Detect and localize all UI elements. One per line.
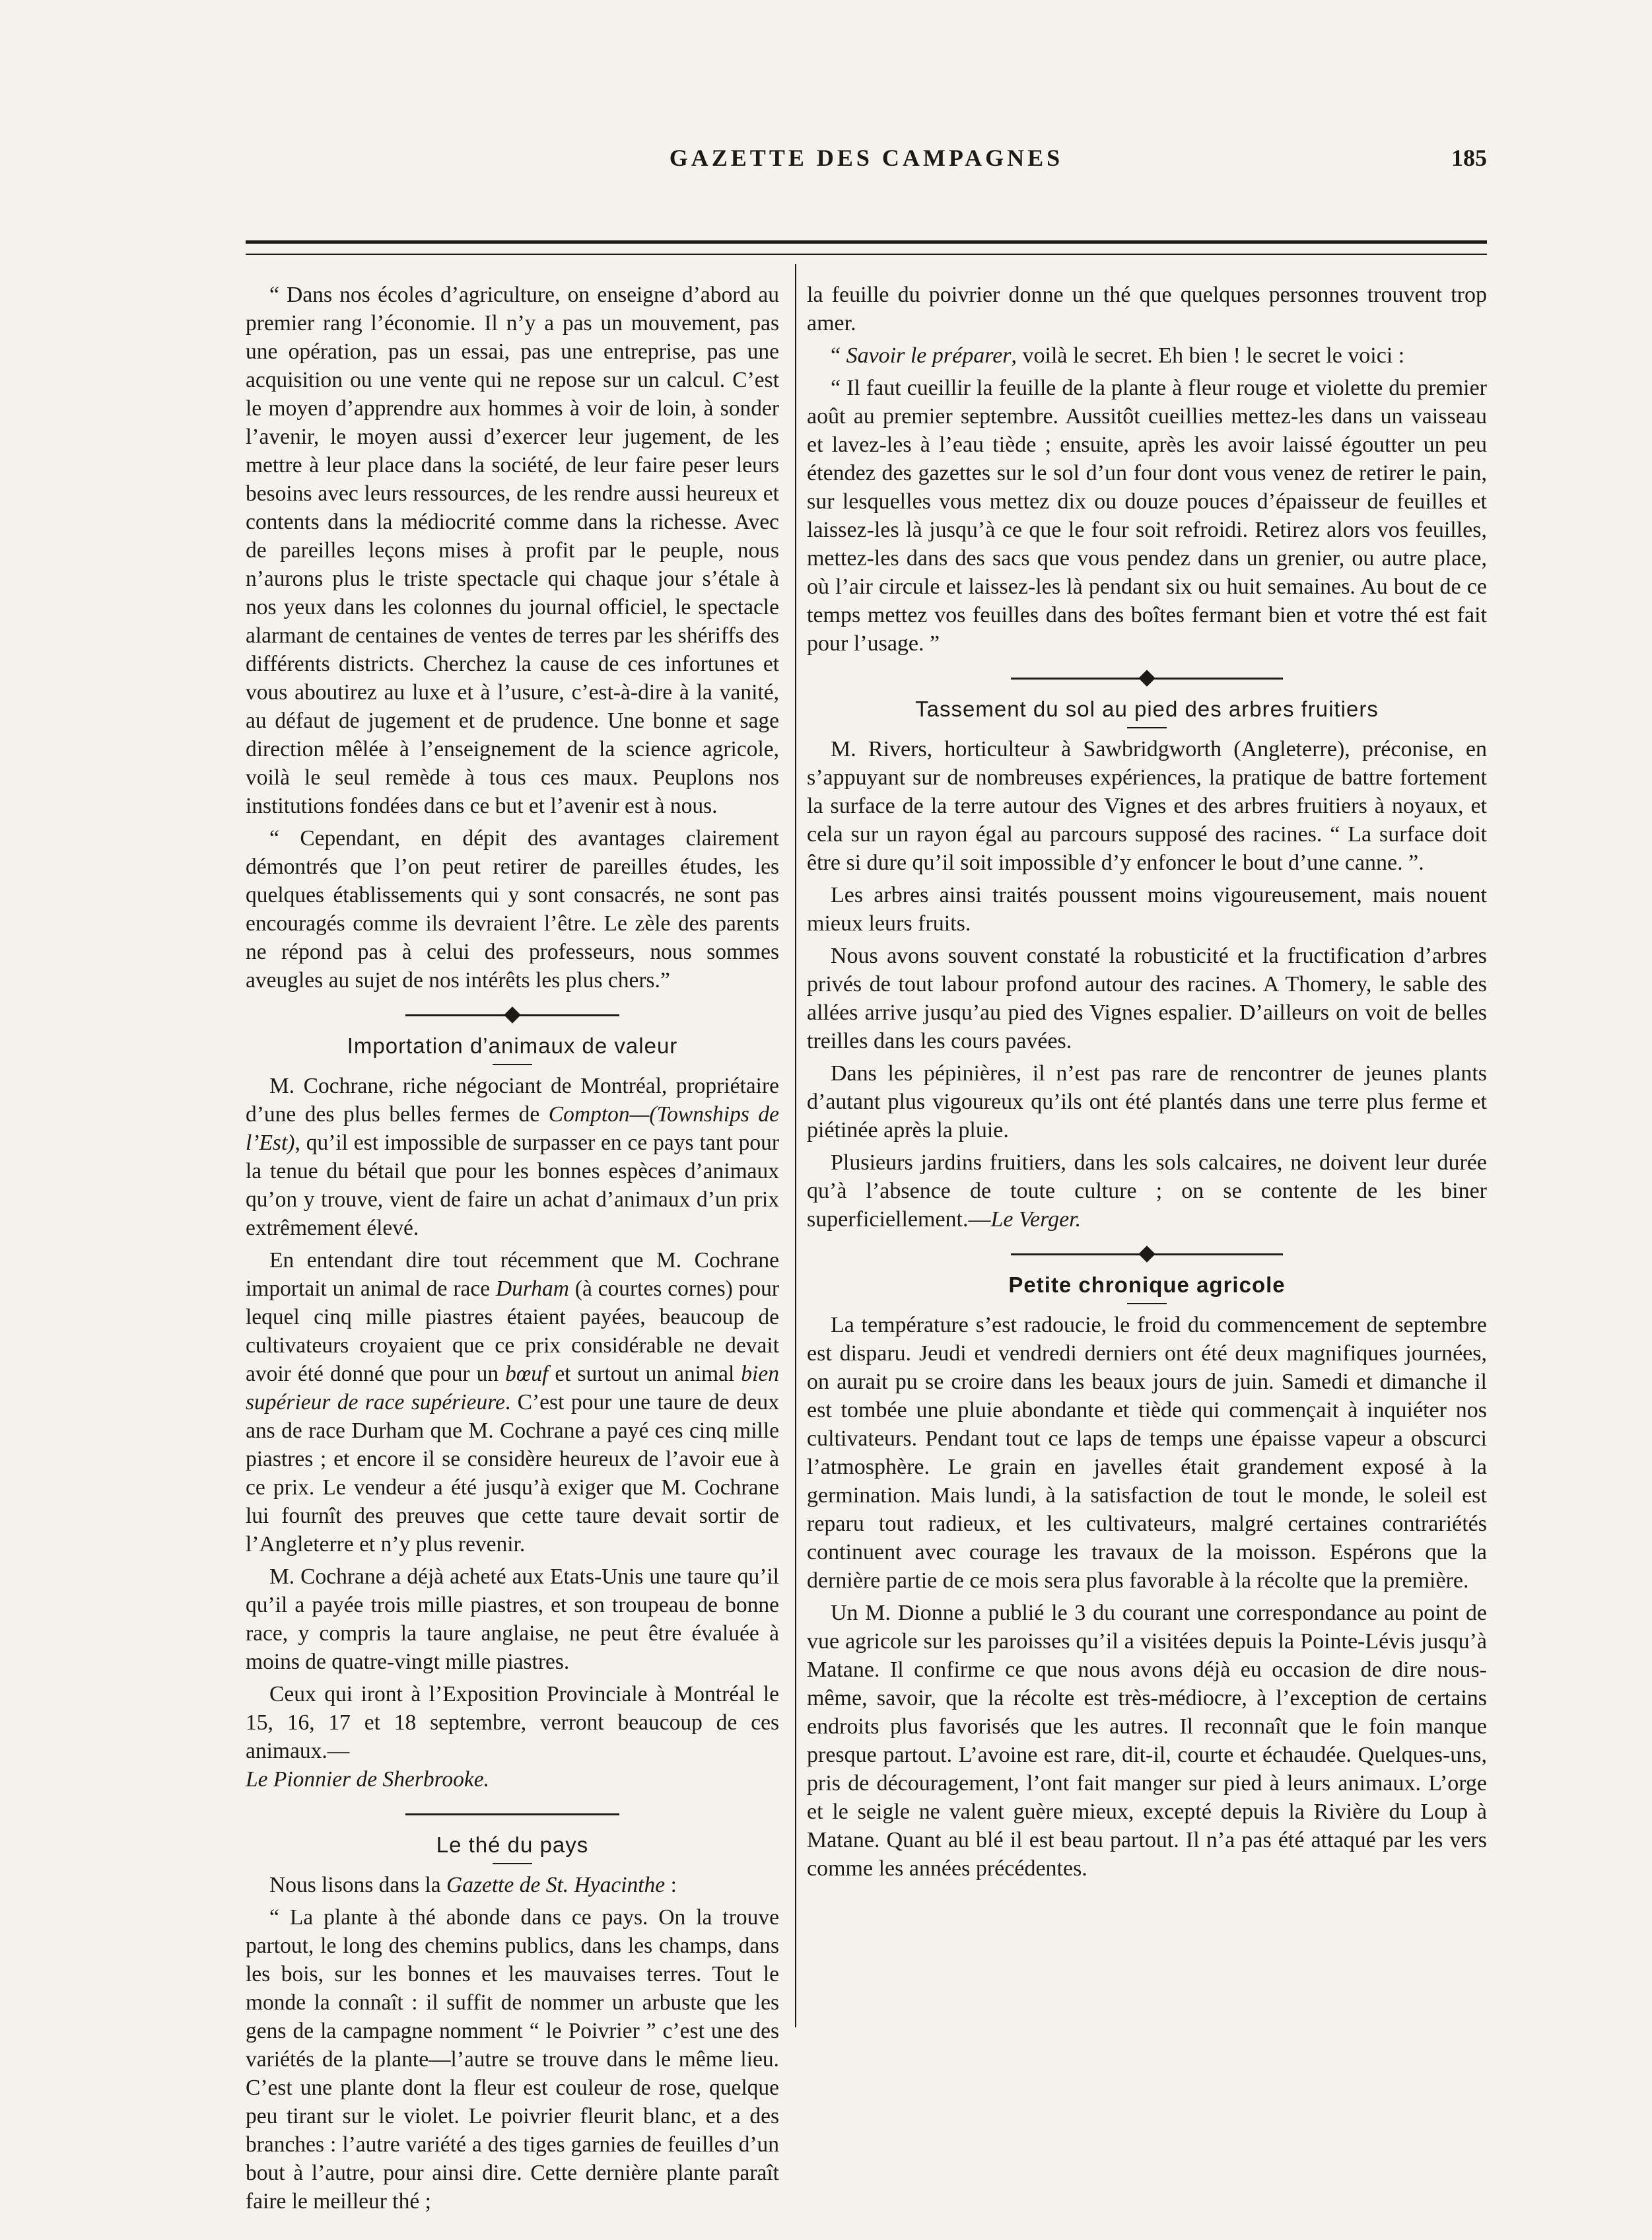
- paragraph: Ceux qui iront à l’Exposition Provinciale à Montréal le 15, 16, 17 et 18 septembre, verront beaucoup de ces animaux.— Le Pionnier de Sherbrooke.: [246, 1682, 779, 1792]
- paragraph: M. Cochrane, riche négociant de Montréal, propriétaire d’une des plus belles fermes de Compton—(Townships de l’Est), qu’il est impossible de surpasser en ce pays tant pour la tenue du bétail que pour les bonnes espèces d’animaux qu’on y trouve, vient de faire un achat d’animaux d’un prix extrêmement élevé.: [246, 1074, 780, 1240]
- paragraph: “ Dans nos écoles d’agriculture, on enseigne d’abord au premier rang l’économie. Il n’y a pas un mouvement, pas une opération, pas un essai, pas une entreprise, pas une acquisition ou une vente qui ne repose sur un calcul. C’est le moyen d’apprendre aux hommes à voir de loin, à sonder l’avenir, le moyen aussi d’exercer leur jugement, de les mettre à leur place dans la société, de leur faire peser leurs besoins avec leurs ressources, de les rendre aussi heureux et contents dans la médiocrité comme dans la richesse. Avec de pareilles leçons mises à profit par le peuple, nous n’aurons plus le triste spectacle qui chaque jour s’étale à nos yeux dans les colonnes du journal officiel, le spectacle alarmant de centaines de ventes de terres par les shériffs des différents districts. Cherchez la cause de ces infortunes et vous aboutirez au luxe et à l’usure, c’est-à-dire à la vanité, au défaut de jugement et de prudence. Une bonne et sage direction mêlée à l’enseignement de la science agricole, voilà le seul remède à tous ces maux. Peuplons nos institutions fondées dans ce but et l’avenir est à nous.: [246, 283, 779, 818]
- column-divider: [795, 264, 796, 2027]
- section-divider-ornament: [246, 1804, 779, 1824]
- section-divider-ornament: [807, 1244, 1487, 1264]
- paragraph: M. Rivers, horticulteur à Sawbridgworth (Angleterre), préconise, en s’appuyant sur de nombreuses expériences, la pratique de battre fortement la surface de la terre autour des Vignes et des arbres fruitiers à noyaux, et cela sur un rayon égal au parcours supposé des racines. “ La surface doit être si dure qu’il soit impossible d’y enfoncer le bout d’une canne. ”.: [807, 737, 1487, 875]
- title-rule: [1127, 727, 1167, 728]
- paragraph: “ Il faut cueillir la feuille de la plante à fleur rouge et violette du premier août au premier septembre. Aussitôt cueillies mettez-les dans un vaisseau et lavez-les à l’eau tiède ; ensuite, après les avoir laissé égoutter un peu étendez des gazettes sur le sol d’un four dont vous venez de retirer le pain, sur lesquelles vous mettez dix ou douze pouces d’épaisseur de feuilles et laissez-les là jusqu’à ce que le four soit refroidi. Retirez alors vos feuilles, mettez-les dans des sacs que vous pendez dans un grenier, ou autre place, où l’air circule et laissez-les là pendant six ou huit semaines. Au bout de ce temps mettez vos feuilles dans des boîtes fermant bien et votre thé est fait pour l’usage. ”: [807, 376, 1487, 656]
- section-title: Importation d’animaux de valeur: [347, 1033, 678, 1058]
- paragraph: Les arbres ainsi traités poussent moins vigoureusement, mais nouent mieux leurs fruits.: [807, 883, 1487, 936]
- section-title: Petite chronique agricole: [1008, 1273, 1286, 1297]
- paragraph: “ La plante à thé abonde dans ce pays. On la trouve partout, le long des chemins publics, dans les champs, dans les bois, sur les bonnes et les mauvaises terres. Tout le monde la connaît : il suffit de nommer un arbuste que les gens de la campagne nomment “ le Poivrier ” c’est une des variétés de la plante—l’autre se trouve dans le même lieu. C’est une plante dont la fleur est couleur de rose, quelque peu tirant sur le violet. Le poivrier fleurit blanc, et a des branches : l’autre variété a des tiges garnies de feuilles d’un bout à l’autre, pour ainsi dire. Cette dernière plante paraît faire le meilleur thé ;: [246, 1905, 779, 2214]
- paragraph: Plusieurs jardins fruitiers, dans les sols calcaires, ne doivent leur durée qu’à l’absence de toute culture ; on se contente de les biner superficiellement.—Le Verger.: [807, 1150, 1487, 1232]
- paragraph: Nous avons souvent constaté la robusticité et la fructification d’arbres privés de tout labour profond autour des racines. A Thomery, le sable des allées arrive jusqu’au pied des Vignes espalier. D’ailleurs on voit de belles treilles dans les cours pavées.: [807, 944, 1487, 1053]
- title-rule: [493, 1064, 532, 1065]
- header-rule: [246, 240, 1487, 255]
- paragraph: La température s’est radoucie, le froid du commencement de septembre est disparu. Jeudi et vendredi derniers ont été deux magnifiques journées, on aurait pu se croire dans les beaux jours de juin. Samedi et dimanche il est tombée une pluie abondante et tiède qui commençait à inquiéter nos cultivateurs. Pendant tout ce laps de temps une épaisse vapeur a obscurci l’atmosphère. Le grain en javelles était grandement exposé à la germination. Mais lundi, à la satisfaction de tout le monde, le soleil est reparu tout radieux, et les cultivateurs, malgré certaines contrariétés continuent avec courage les travaux de la moisson. Espérons que la dernière partie de ce mois sera plus favorable à la récolte que la première.: [807, 1313, 1487, 1593]
- section-divider-ornament: [246, 1005, 779, 1025]
- page-header: [246, 144, 1487, 190]
- section-divider-ornament: [807, 668, 1487, 688]
- paragraph: M. Cochrane a déjà acheté aux Etats-Unis une taure qu’il qu’il a payée trois mille piastres, et son troupeau de bonne race, y compris la taure anglaise, ne peut être évaluée à moins de quatre-vingt mille piastres.: [246, 1564, 779, 1674]
- paragraph: Dans les pépinières, il n’est pas rare de rencontrer de jeunes plants d’autant plus vigoureux qu’ils ont été plantés dans une terre plus ferme et piétinée après la pluie.: [807, 1061, 1487, 1142]
- running-title: GAZETTE DES CAMPAGNES: [669, 145, 1064, 171]
- source-attribution: Le Pionnier de Sherbrooke.: [246, 1767, 490, 1792]
- paragraph: “ Cependant, en dépit des avantages clairement démontrés que l’on peut retirer de pareilles études, les quelques établissements qui y sont consacrés, ne sont pas encouragés comme ils devraient l’être. Le zèle des parents ne répond pas à celui des professeurs, nous sommes aveugles au sujet de nos intérêts les plus chers.”: [246, 826, 779, 993]
- paragraph: Un M. Dionne a publié le 3 du courant une correspondance au point de vue agricole sur les paroisses qu’il a visitées depuis la Pointe-Lévis jusqu’à Matane. Il confirme ce que nous avons déjà eu occasion de dire nous-même, savoir, que la récolte est très-médiocre, à l’exception de certains endroits plus favorisés que les autres. Il reconnaît que le foin manque presque partout. L’avoine est rare, dit-il, courte et échaudée. Quelques-uns, pris de découragement, l’ont fait manger sur pied à leurs animaux. L’orge et le seigle ne valent guère mieux, excepté depuis la Rivière du Loup à Matane. Quant au blé il est beau partout. Il n’a pas été attaqué par les vers comme les années précédentes.: [807, 1601, 1487, 1881]
- source-attribution: Le Verger.: [990, 1207, 1082, 1232]
- left-column: [246, 281, 779, 2220]
- title-rule: [1127, 1303, 1167, 1304]
- title-rule: [493, 1863, 532, 1864]
- paragraph: Nous lisons dans la Gazette de St. Hyacinthe :: [269, 1873, 677, 1897]
- section-title: Le thé du pays: [436, 1833, 589, 1857]
- page-number: 185: [1451, 145, 1487, 171]
- section-title: Tassement du sol au pied des arbres fruitiers: [915, 697, 1379, 721]
- paragraph: la feuille du poivrier donne un thé que quelques personnes trouvent trop amer.: [807, 283, 1487, 335]
- right-column: [807, 281, 1487, 1887]
- paragraph: “ Savoir le préparer, voilà le secret. Eh bien ! le secret le voici :: [831, 343, 1405, 368]
- paragraph: En entendant dire tout récemment que M. Cochrane importait un animal de race Durham (à courtes cornes) pour lequel cinq mille piastres étaient payées, beaucoup de cultivateurs croyaient que ce prix considérable ne devait avoir été donné que pour un bœuf et surtout un animal bien supérieur de race supérieure. C’est pour une taure de deux ans de race Durham que M. Cochrane a payé ces cinq mille piastres ; et encore il se considère heureux de l’avoir eue à ce prix. Le vendeur a été jusqu’à exiger que M. Cochrane lui fournît des preuves que cette taure devait sortir de l’Angleterre et n’y plus revenir.: [246, 1248, 779, 1557]
